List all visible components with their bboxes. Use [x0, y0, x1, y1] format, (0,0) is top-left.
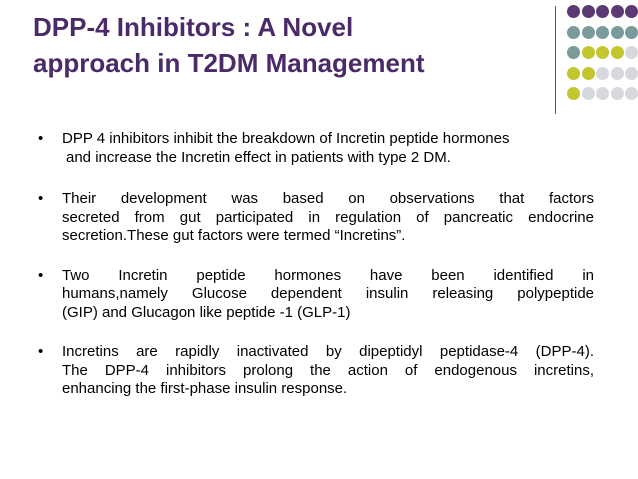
decorative-dot [611, 26, 624, 39]
slide-title-line-2: approach in T2DM Management [33, 48, 425, 78]
bullet-4-line-3: enhancing the first-phase insulin response. [62, 380, 348, 397]
decorative-dot [611, 87, 624, 100]
decorative-dot [567, 26, 580, 39]
bullet-item-2 [38, 190, 594, 246]
decorative-dot [611, 46, 624, 59]
decorative-dot [567, 67, 580, 80]
bullet-3-line-3: (GIP) and Glucagon like peptide -1 (GLP-1) [62, 303, 351, 321]
bullet-1-line-1: DPP 4 inhibitors inhibit the breakdown of Incretin peptide hormones [62, 130, 510, 147]
bullet-1-line-2: and increase the Incretin effect in patients with type 2 DM. [66, 148, 451, 166]
bullet-item-4 [38, 343, 594, 399]
bullet-3-line-1: Two Incretin peptide hormones have been identified in [62, 266, 594, 284]
decorative-dot [625, 67, 638, 80]
slide-title [33, 9, 533, 81]
bullet-item-1 [38, 130, 594, 167]
bullet-2-line-2: secreted from gut participated in regulation of pancreatic endocrine [62, 208, 594, 226]
decorative-dot [625, 46, 638, 59]
decorative-dot-grid [564, 2, 636, 106]
bullet-4-line-2: The DPP-4 inhibitors prolong the action of endogenous incretins, [62, 361, 594, 379]
bullet-2-line-3: secretion.These gut factors were termed “Incretins”. [62, 227, 406, 244]
decorative-dot [596, 46, 609, 59]
bullet-icon: • [38, 266, 44, 284]
bullet-icon: • [38, 190, 44, 207]
decorative-dot [625, 26, 638, 39]
decorative-dot [582, 46, 595, 59]
decorative-dot [582, 67, 595, 80]
decorative-dot [567, 5, 580, 18]
bullet-3-line-2: humans,namely Glucose dependent insulin releasing polypeptide [62, 285, 594, 302]
bullet-icon: • [38, 343, 44, 360]
title-divider-line [555, 6, 556, 114]
decorative-dot [625, 87, 638, 100]
decorative-dot [596, 67, 609, 80]
bullet-list [38, 130, 594, 399]
decorative-dot [567, 87, 580, 100]
decorative-dot [596, 87, 609, 100]
decorative-dot [611, 67, 624, 80]
decorative-dot [596, 26, 609, 39]
decorative-dot [567, 46, 580, 59]
decorative-dot [611, 5, 624, 18]
bullet-item-3 [38, 267, 594, 323]
decorative-dot [596, 5, 609, 18]
decorative-dot [582, 5, 595, 18]
decorative-dot [625, 5, 638, 18]
bullet-icon: • [38, 130, 44, 147]
slide-title-line-1: DPP-4 Inhibitors : A Novel [33, 12, 354, 42]
decorative-dot [582, 87, 595, 100]
bullet-2-line-1: Their development was based on observations that factors [62, 190, 594, 207]
bullet-4-line-1: Incretins are rapidly inactivated by dipeptidyl peptidase-4 (DPP-4). [62, 343, 594, 360]
decorative-dot [582, 26, 595, 39]
